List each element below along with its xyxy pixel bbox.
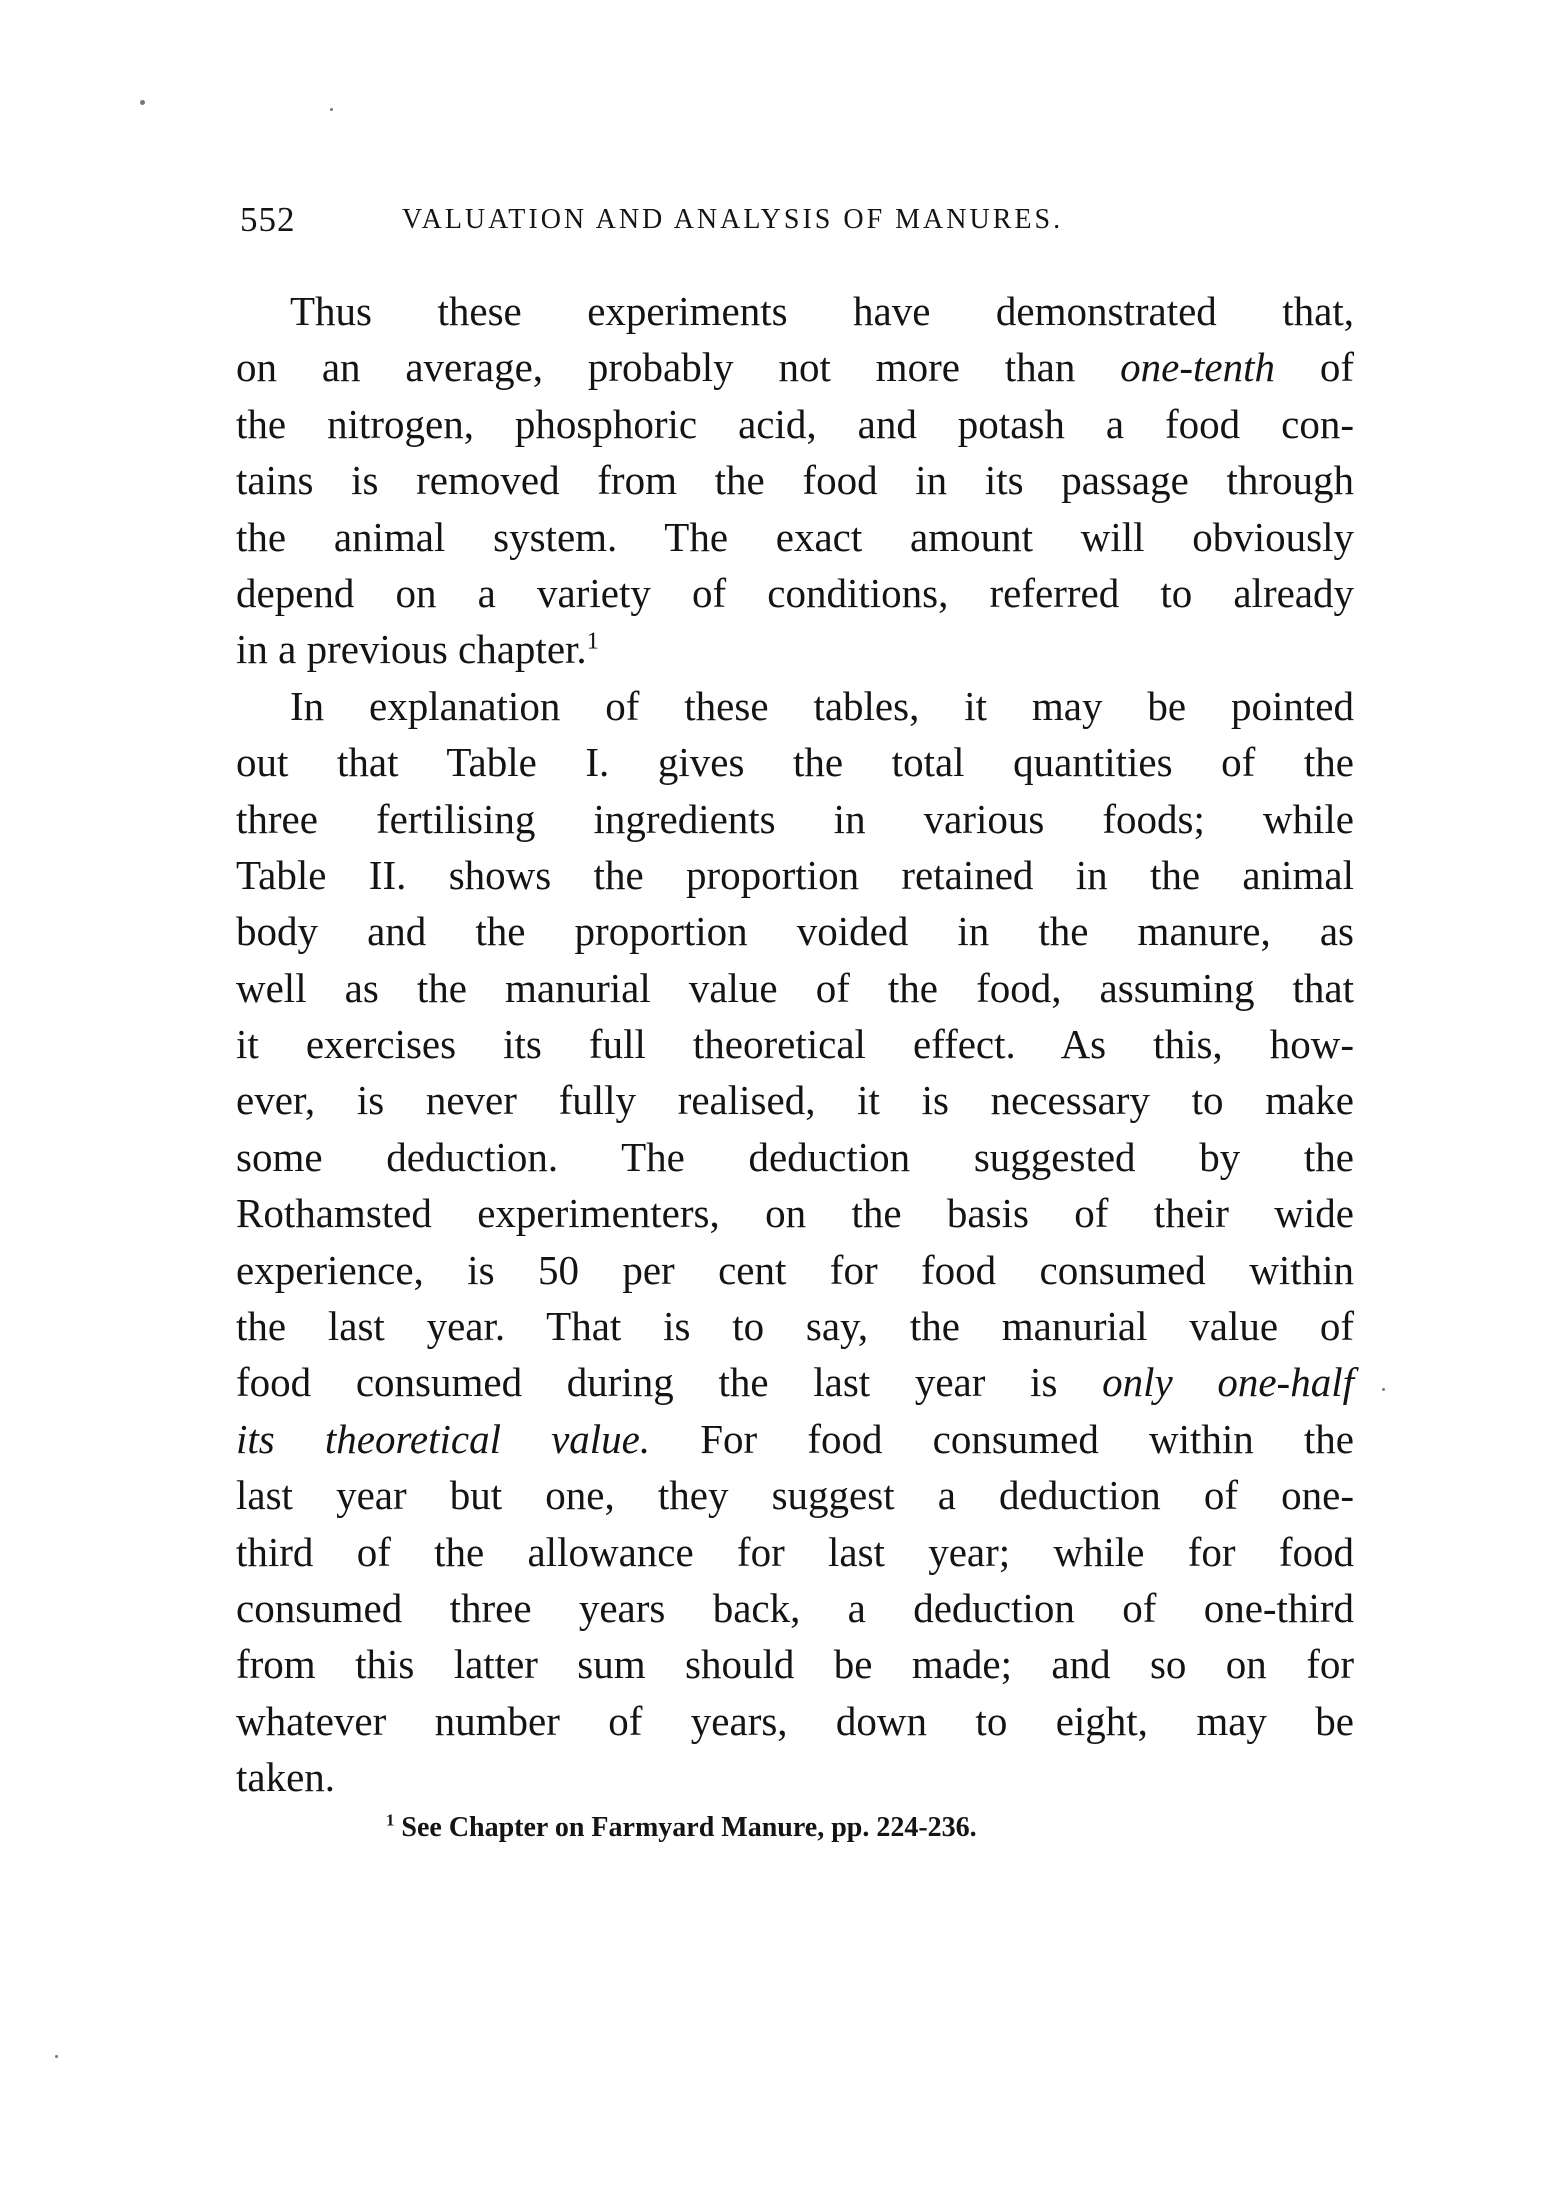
scan-speck xyxy=(1382,1388,1385,1391)
text-line: consumed three years back, a deduction of one-third xyxy=(236,1584,1354,1631)
footnote-reference: 1 xyxy=(586,627,599,655)
italic-emphasis: one-tenth xyxy=(1120,344,1276,391)
text-line: last year but one, they suggest a deduction of one- xyxy=(236,1472,1354,1519)
text-line: In explanation of these tables, it may be pointed xyxy=(290,682,1354,729)
text-line: food consumed during the last year is only one-half xyxy=(236,1359,1354,1406)
scan-speck xyxy=(55,2055,58,2058)
italic-emphasis: its theoretical value. xyxy=(236,1415,651,1462)
text-line: ever, is never fully realised, it is necessary to make xyxy=(236,1077,1354,1124)
text-line: on an average, probably not more than one-tenth of xyxy=(236,344,1354,391)
running-head: VALUATION AND ANALYSIS OF MANURES. xyxy=(402,204,1064,235)
footnote-text: See Chapter on Farmyard Manure, pp. 224-236. xyxy=(394,1812,977,1843)
text-line: whatever number of years, down to eight, may be xyxy=(236,1697,1354,1744)
text-line: body and the proportion voided in the manure, as xyxy=(236,908,1354,955)
text-line: tains is removed from the food in its passage through xyxy=(236,457,1354,504)
text-line: Table II. shows the proportion retained in the animal xyxy=(236,851,1354,898)
text-line: out that Table I. gives the total quantities of the xyxy=(236,739,1354,786)
text-line: three fertilising ingredients in various foods; while xyxy=(236,795,1354,842)
scan-speck xyxy=(330,108,333,111)
text-line: from this latter sum should be made; and so on for xyxy=(236,1641,1354,1688)
text-line: well as the manurial value of the food, assuming that xyxy=(236,964,1354,1011)
body-text xyxy=(236,283,1354,1806)
italic-emphasis: only one-half xyxy=(1102,1359,1354,1406)
text-line: experience, is 50 per cent for food consumed within xyxy=(236,1246,1354,1293)
text-line: in a previous chapter.$^1$ xyxy=(236,626,599,673)
text-line: the nitrogen, phosphoric acid, and potash a food con- xyxy=(236,400,1354,447)
text-line: third of the allowance for last year; while for food xyxy=(236,1528,1354,1575)
text-line: the last year. That is to say, the manurial value of xyxy=(236,1303,1354,1350)
footnote xyxy=(386,1808,977,1848)
scan-speck xyxy=(140,100,145,105)
page-header xyxy=(240,190,1240,250)
text-line: taken. xyxy=(236,1754,336,1801)
text-line: its theoretical value. For food consumed within the xyxy=(236,1415,1354,1462)
text-line: some deduction. The deduction suggested by the xyxy=(236,1133,1354,1180)
text-line: Thus these experiments have demonstrated that, xyxy=(290,288,1354,334)
text-line: the animal system. The exact amount will obviously xyxy=(236,513,1354,560)
page-number: 552 xyxy=(240,200,296,239)
footnote-marker: 1 xyxy=(386,1810,395,1830)
text-line: it exercises its full theoretical effect. As this, how- xyxy=(236,1021,1354,1068)
text-line: Rothamsted experimenters, on the basis of their wide xyxy=(236,1190,1354,1237)
text-line: depend on a variety of conditions, referred to already xyxy=(236,569,1354,616)
